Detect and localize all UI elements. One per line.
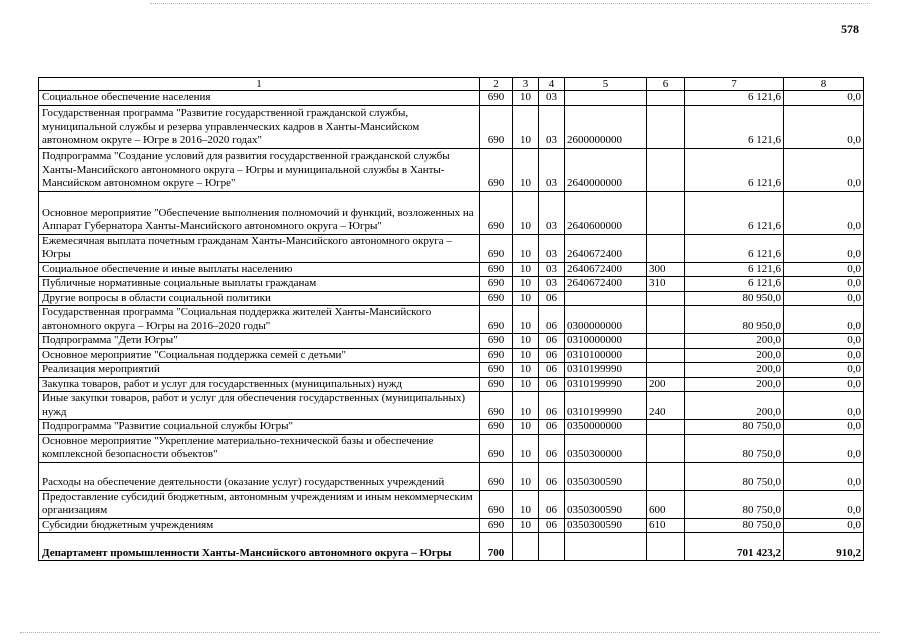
cell-item-name: Реализация мероприятий — [39, 363, 480, 378]
cell-ministry-code: 690 — [480, 91, 513, 106]
cell-target-article: 2640672400 — [565, 234, 647, 262]
cell-expense-type: 600 — [647, 490, 685, 518]
table-row — [39, 277, 864, 292]
cell-amount: 80 750,0 — [685, 490, 784, 518]
cell-subsection-code: 06 — [539, 462, 565, 490]
cell-target-article: 2640672400 — [565, 277, 647, 292]
cell-subsection-code: 06 — [539, 434, 565, 462]
cell-amount: 6 121,6 — [685, 234, 784, 262]
cell-ministry-code: 690 — [480, 434, 513, 462]
cell-ministry-code: 690 — [480, 392, 513, 420]
cell-amount: 80 750,0 — [685, 462, 784, 490]
cell-item-name: Подпрограмма "Создание условий для развития государственной гражданской службы Ханты-Мансийского автономного округа – Югры и муниципальной службы в Ханты-Мансийском автономном округе – Югре" — [39, 148, 480, 191]
cell-subvention-amount: 0,0 — [784, 334, 864, 349]
cell-section-code: 10 — [513, 363, 539, 378]
table-row — [39, 262, 864, 277]
table-row — [39, 191, 864, 234]
cell-expense-type — [647, 462, 685, 490]
cell-expense-type — [647, 420, 685, 435]
cell-expense-type — [647, 334, 685, 349]
cell-item-name: Государственная программа "Социальная поддержка жителей Ханты-Мансийского автономного округа – Югры на 2016–2020 годы" — [39, 306, 480, 334]
cell-target-article — [565, 91, 647, 106]
cell-ministry-code: 690 — [480, 262, 513, 277]
cell-expense-type — [647, 105, 685, 148]
cell-target-article: 0310000000 — [565, 334, 647, 349]
cell-ministry-code: 690 — [480, 363, 513, 378]
cell-expense-type — [647, 91, 685, 106]
table-header-row — [39, 78, 864, 91]
cell-subvention-amount: 910,2 — [784, 533, 864, 561]
cell-subsection-code — [539, 533, 565, 561]
cell-item-name: Закупка товаров, работ и услуг для государственных (муниципальных) нужд — [39, 377, 480, 392]
cell-amount: 6 121,6 — [685, 148, 784, 191]
cell-expense-type — [647, 434, 685, 462]
cell-subsection-code: 03 — [539, 277, 565, 292]
cell-item-name: Субсидии бюджетным учреждениям — [39, 518, 480, 533]
cell-ministry-code: 690 — [480, 291, 513, 306]
cell-ministry-code: 700 — [480, 533, 513, 561]
cell-amount: 6 121,6 — [685, 262, 784, 277]
table-row — [39, 420, 864, 435]
cell-section-code: 10 — [513, 518, 539, 533]
table-row — [39, 377, 864, 392]
cell-subsection-code: 06 — [539, 518, 565, 533]
cell-target-article: 0350300590 — [565, 518, 647, 533]
cell-expense-type — [647, 363, 685, 378]
cell-subsection-code: 03 — [539, 234, 565, 262]
cell-subvention-amount: 0,0 — [784, 191, 864, 234]
cell-expense-type — [647, 306, 685, 334]
cell-item-name: Подпрограмма "Развитие социальной службы Югры" — [39, 420, 480, 435]
cell-amount: 80 950,0 — [685, 291, 784, 306]
cell-target-article — [565, 291, 647, 306]
cell-subsection-code: 06 — [539, 348, 565, 363]
cell-amount: 80 750,0 — [685, 518, 784, 533]
cell-target-article — [565, 533, 647, 561]
cell-item-name: Государственная программа "Развитие государственной гражданской службы, муниципальной службы и резерва управленческих кадров в Ханты-Мансийском автономном округе – Югре в 2016–2020 годах" — [39, 105, 480, 148]
cell-subvention-amount: 0,0 — [784, 148, 864, 191]
cell-section-code: 10 — [513, 91, 539, 106]
cell-section-code: 10 — [513, 420, 539, 435]
cell-target-article: 2640600000 — [565, 191, 647, 234]
cell-item-name: Подпрограмма "Дети Югры" — [39, 334, 480, 349]
cell-subsection-code: 03 — [539, 148, 565, 191]
cell-subvention-amount: 0,0 — [784, 462, 864, 490]
header-col-2: 2 — [480, 78, 513, 91]
cell-subsection-code: 03 — [539, 91, 565, 106]
cell-ministry-code: 690 — [480, 420, 513, 435]
cell-section-code: 10 — [513, 234, 539, 262]
cell-subvention-amount: 0,0 — [784, 420, 864, 435]
cell-subvention-amount: 0,0 — [784, 377, 864, 392]
cell-subvention-amount: 0,0 — [784, 392, 864, 420]
table-row — [39, 392, 864, 420]
cell-subsection-code: 03 — [539, 191, 565, 234]
cell-subvention-amount: 0,0 — [784, 277, 864, 292]
cell-amount: 200,0 — [685, 392, 784, 420]
table-row — [39, 148, 864, 191]
cell-ministry-code: 690 — [480, 191, 513, 234]
cell-amount: 701 423,2 — [685, 533, 784, 561]
cell-section-code: 10 — [513, 105, 539, 148]
cell-ministry-code: 690 — [480, 490, 513, 518]
cell-section-code: 10 — [513, 306, 539, 334]
scan-artifact-bottom — [20, 632, 880, 633]
header-col-6: 6 — [647, 78, 685, 91]
scan-artifact-top — [150, 3, 870, 4]
cell-section-code: 10 — [513, 490, 539, 518]
cell-subvention-amount: 0,0 — [784, 234, 864, 262]
cell-item-name: Публичные нормативные социальные выплаты гражданам — [39, 277, 480, 292]
table-row — [39, 462, 864, 490]
cell-target-article: 0310199990 — [565, 363, 647, 378]
cell-target-article: 0350300000 — [565, 434, 647, 462]
cell-subsection-code: 06 — [539, 291, 565, 306]
cell-section-code — [513, 533, 539, 561]
cell-amount: 200,0 — [685, 348, 784, 363]
cell-subvention-amount: 0,0 — [784, 262, 864, 277]
cell-target-article: 0300000000 — [565, 306, 647, 334]
cell-subvention-amount: 0,0 — [784, 348, 864, 363]
cell-section-code: 10 — [513, 434, 539, 462]
cell-amount: 80 750,0 — [685, 434, 784, 462]
cell-target-article: 2640000000 — [565, 148, 647, 191]
cell-section-code: 10 — [513, 262, 539, 277]
table-row — [39, 348, 864, 363]
cell-subvention-amount: 0,0 — [784, 91, 864, 106]
header-col-3: 3 — [513, 78, 539, 91]
cell-target-article: 0350300590 — [565, 462, 647, 490]
cell-ministry-code: 690 — [480, 234, 513, 262]
cell-amount: 200,0 — [685, 377, 784, 392]
cell-item-name: Иные закупки товаров, работ и услуг для обеспечения государственных (муниципальных) нужд — [39, 392, 480, 420]
table-row — [39, 518, 864, 533]
cell-amount: 80 750,0 — [685, 420, 784, 435]
cell-section-code: 10 — [513, 334, 539, 349]
cell-section-code: 10 — [513, 392, 539, 420]
cell-subvention-amount: 0,0 — [784, 434, 864, 462]
cell-item-name: Расходы на обеспечение деятельности (оказание услуг) государственных учреждений — [39, 462, 480, 490]
cell-subvention-amount: 0,0 — [784, 306, 864, 334]
cell-subsection-code: 03 — [539, 105, 565, 148]
table-row — [39, 533, 864, 561]
cell-ministry-code: 690 — [480, 348, 513, 363]
cell-ministry-code: 690 — [480, 334, 513, 349]
cell-subsection-code: 06 — [539, 306, 565, 334]
cell-target-article: 2600000000 — [565, 105, 647, 148]
cell-target-article: 0310199990 — [565, 377, 647, 392]
cell-expense-type: 240 — [647, 392, 685, 420]
cell-amount: 6 121,6 — [685, 191, 784, 234]
cell-subvention-amount: 0,0 — [784, 490, 864, 518]
cell-target-article: 0350300590 — [565, 490, 647, 518]
header-col-4: 4 — [539, 78, 565, 91]
cell-amount: 6 121,6 — [685, 105, 784, 148]
cell-expense-type — [647, 148, 685, 191]
cell-item-name: Департамент промышленности Ханты-Мансийского автономного округа – Югры — [39, 533, 480, 561]
cell-item-name: Социальное обеспечение населения — [39, 91, 480, 106]
cell-expense-type: 200 — [647, 377, 685, 392]
cell-expense-type — [647, 191, 685, 234]
cell-subsection-code: 06 — [539, 363, 565, 378]
cell-ministry-code: 690 — [480, 148, 513, 191]
table-row — [39, 91, 864, 106]
cell-section-code: 10 — [513, 277, 539, 292]
cell-item-name: Основное мероприятие "Социальная поддержка семей с детьми" — [39, 348, 480, 363]
cell-item-name: Основное мероприятие "Укрепление материально-технической базы и обеспечение комплексной безопасности объектов" — [39, 434, 480, 462]
cell-subvention-amount: 0,0 — [784, 291, 864, 306]
page-number: 578 — [841, 22, 859, 36]
cell-subvention-amount: 0,0 — [784, 518, 864, 533]
table-row — [39, 306, 864, 334]
cell-item-name: Предоставление субсидий бюджетным, автономным учреждениям и иным некоммерческим организациям — [39, 490, 480, 518]
cell-item-name: Ежемесячная выплата почетным гражданам Ханты-Мансийского автономного округа – Югры — [39, 234, 480, 262]
cell-expense-type: 610 — [647, 518, 685, 533]
cell-ministry-code: 690 — [480, 462, 513, 490]
cell-subsection-code: 06 — [539, 490, 565, 518]
table-row — [39, 434, 864, 462]
cell-expense-type: 310 — [647, 277, 685, 292]
table-body — [39, 78, 864, 561]
cell-section-code: 10 — [513, 348, 539, 363]
cell-ministry-code: 690 — [480, 277, 513, 292]
table-row — [39, 334, 864, 349]
cell-ministry-code: 690 — [480, 518, 513, 533]
cell-subsection-code: 06 — [539, 377, 565, 392]
cell-subvention-amount: 0,0 — [784, 105, 864, 148]
budget-table — [38, 77, 864, 561]
cell-target-article: 0350000000 — [565, 420, 647, 435]
cell-subsection-code: 06 — [539, 334, 565, 349]
cell-section-code: 10 — [513, 148, 539, 191]
cell-subvention-amount: 0,0 — [784, 363, 864, 378]
table-row — [39, 291, 864, 306]
cell-expense-type — [647, 234, 685, 262]
cell-target-article: 0310199990 — [565, 392, 647, 420]
cell-section-code: 10 — [513, 191, 539, 234]
cell-amount: 200,0 — [685, 334, 784, 349]
cell-target-article: 0310100000 — [565, 348, 647, 363]
header-col-7: 7 — [685, 78, 784, 91]
header-col-5: 5 — [565, 78, 647, 91]
cell-ministry-code: 690 — [480, 306, 513, 334]
cell-item-name: Социальное обеспечение и иные выплаты населению — [39, 262, 480, 277]
table-row — [39, 105, 864, 148]
header-col-1: 1 — [39, 78, 480, 91]
cell-expense-type — [647, 348, 685, 363]
cell-ministry-code: 690 — [480, 377, 513, 392]
cell-subsection-code: 06 — [539, 392, 565, 420]
header-col-8: 8 — [784, 78, 864, 91]
cell-subsection-code: 06 — [539, 420, 565, 435]
cell-amount: 80 950,0 — [685, 306, 784, 334]
cell-amount: 6 121,6 — [685, 91, 784, 106]
cell-item-name: Основное мероприятие "Обеспечение выполнения полномочий и функций, возложенных на Аппарат Губернатора Ханты-Мансийского автономного округа – Югры" — [39, 191, 480, 234]
cell-ministry-code: 690 — [480, 105, 513, 148]
cell-subsection-code: 03 — [539, 262, 565, 277]
cell-target-article: 2640672400 — [565, 262, 647, 277]
table-row — [39, 490, 864, 518]
cell-amount: 6 121,6 — [685, 277, 784, 292]
cell-expense-type — [647, 533, 685, 561]
cell-expense-type — [647, 291, 685, 306]
cell-section-code: 10 — [513, 462, 539, 490]
table-row — [39, 234, 864, 262]
cell-expense-type: 300 — [647, 262, 685, 277]
table-row — [39, 363, 864, 378]
cell-section-code: 10 — [513, 377, 539, 392]
cell-amount: 200,0 — [685, 363, 784, 378]
cell-section-code: 10 — [513, 291, 539, 306]
cell-item-name: Другие вопросы в области социальной политики — [39, 291, 480, 306]
